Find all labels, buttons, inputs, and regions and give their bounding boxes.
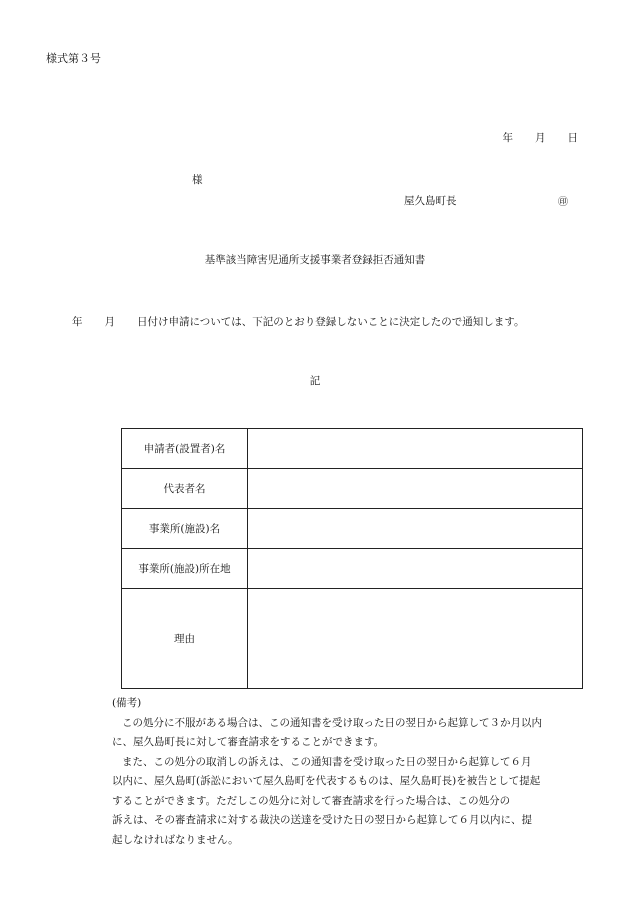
row-value-reason [248,589,583,689]
table-row [122,429,583,469]
date-line [503,130,579,145]
row-value-representative [248,469,583,509]
ki-heading: 記 [309,375,321,387]
row-value-applicant [248,429,583,469]
date-day: 日 [567,132,578,144]
table-row [122,549,583,589]
notes-line: また、この処分の取消しの訴えは、この通知書を受け取った日の翌日から起算して６月 [122,755,532,768]
date-year: 年 [502,132,513,144]
recipient-suffix: 様 [192,174,203,186]
body-sentence: 日付け申請については、下記のとおり登録しないことに決定したので通知します。 [137,316,525,328]
notes-heading: (備考) [112,697,142,709]
notes-line: 以内に、屋久島町(訴訟において屋久島町を代表するものは、屋久島町長)を被告として提起 [112,775,541,787]
row-label-facility-address: 事業所(施設)所在地 [122,549,248,589]
date-month: 月 [535,132,546,144]
notes-line: することができます。ただしこの処分に対して審査請求を行った場合は、この処分の [112,794,511,807]
row-label-representative: 代表者名 [122,469,248,509]
form-number: 様式第３号 [46,52,101,65]
notes-line: に、屋久島町長に対して審査請求をすることができます。 [112,736,385,748]
row-value-facility-address [248,549,583,589]
table-row [122,469,583,509]
row-label-facility-name: 事業所(施設)名 [122,509,248,549]
notes-line: 起しなければなりません。 [112,833,239,846]
document-title: 基準該当障害児通所支援事業者登録拒否通知書 [204,254,426,266]
body-text [72,314,524,329]
body-month: 月 [104,316,115,328]
row-label-applicant: 申請者(設置者)名 [122,429,248,469]
info-table [121,428,583,689]
seal-mark: ㊞ [558,197,568,208]
sender-name: 屋久島町長 [404,195,457,207]
table-row [122,509,583,549]
notes [112,694,602,850]
row-label-reason: 理由 [122,589,248,689]
table-row [122,589,583,689]
notes-line: この処分に不服がある場合は、この通知書を受け取った日の翌日から起算して３か月以内 [122,716,542,729]
body-year: 年 [72,316,83,328]
notes-line: 訴えは、その審査請求に対する裁決の送達を受けた日の翌日から起算して６月以内に、提 [112,814,532,826]
row-value-facility-name [248,509,583,549]
